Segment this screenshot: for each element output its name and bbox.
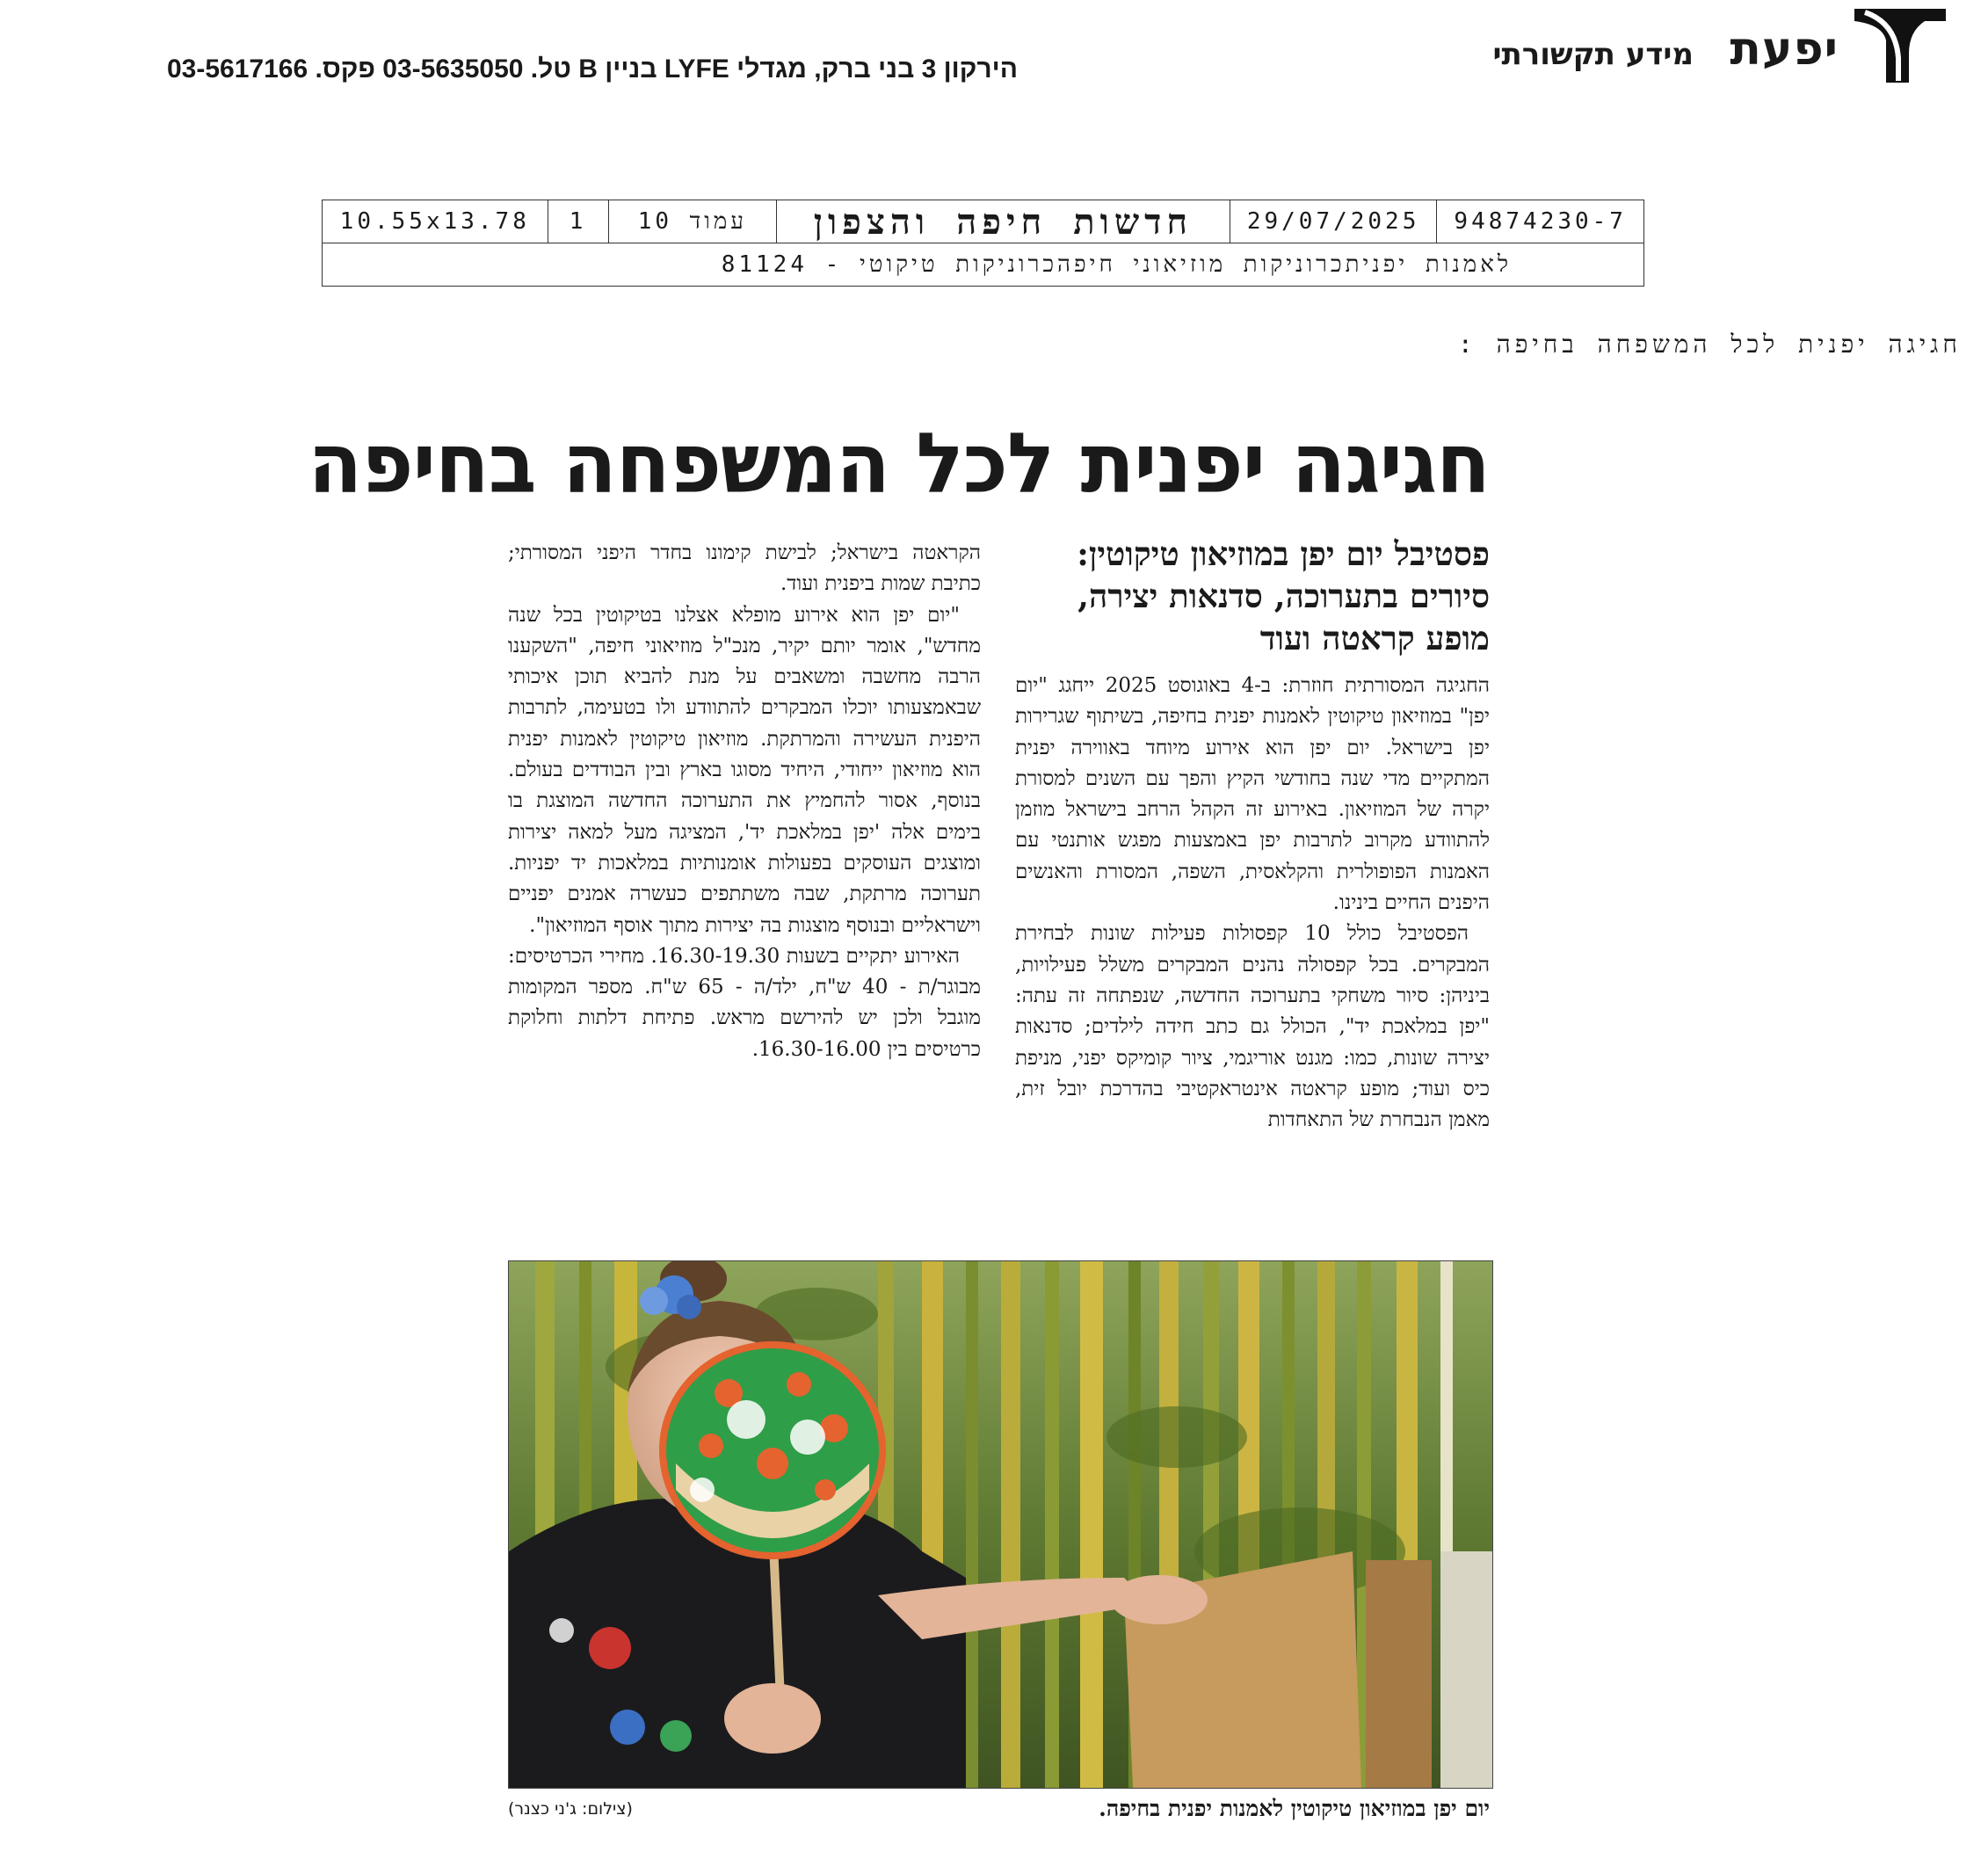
keywords-row: לאמנות יפניתכרוניקות מוזיאוני חיפהכרוניקות טיקוטי - 81124	[323, 243, 1644, 287]
photo-girl-with-fan-in-bamboo	[509, 1261, 1492, 1788]
article-label: חגיגה יפנית לכל המשפחה בחיפה :	[1457, 330, 1962, 359]
yifat-logo-icon	[1847, 5, 1953, 84]
photo-caption: יום יפן במוזיאון טיקוטין לאמנות יפנית בחיפה.	[1099, 1796, 1490, 1821]
clipping-size: 10.55x13.78	[323, 200, 548, 243]
brand-header	[1390, 5, 1953, 84]
page-number: עמוד 10	[608, 200, 776, 243]
article-column-left	[508, 538, 981, 1065]
brand-tagline: מידע תקשורתי	[1492, 37, 1694, 72]
article-column-right	[1015, 671, 1490, 1136]
publication-date: 29/07/2025	[1230, 200, 1437, 243]
paragraph: החגיגה המסורתית חוזרת: ב-4 באוגוסט 2025 ייחגג "יום יפן" במוזיאון טיקוטין לאמנות יפנית בחיפה, בשיתוף שגרירות יפן בישראל. יום יפן הוא אירוע מיוחד באווירה יפנית המתקיים מדי שנה בחודשי הקיץ והפך עם השנים למסורת יקרה של המוזיאון. באירוע זה הקהל הרחב בישראל מוזמן להתוודע מקרוב לתרבות יפן באמצעות מפגש אותנטי עם האמנות הפופולרית והקלאסית, השפה, המסורת והאנשים היפנים החיים בינינו.	[1015, 674, 1490, 915]
article-id: 94874230-7	[1437, 200, 1644, 243]
contact-line: הירקון 3 בני ברק, מגדלי LYFE בניין B טל. 03-5635050 פקס. 03-5617166	[167, 54, 1018, 84]
paragraph: הפסטיבל כולל 10 קפסולות פעילות שונות לבחירת המבקרים. בכל קפסולה נהנים המבקרים משלל פעילויות, ביניהן: סיור משחקי בתערוכה החדשה, שנפתחה זה עתה: "יפן במלאכת יד", הכולל גם כתב חידה לילדים; סדנאות יצירה שונות, כמו: מגנט אוריגמי, ציור קומיקס יפני, מניפת כיס ועוד; מופע קראטה אינטראקטיבי בהדרכת יובל זית, מאמן הנבחרת של התאחדות	[1015, 922, 1490, 1132]
paragraph: "יום יפן הוא אירוע מופלא אצלנו בטיקוטין בכל שנה מחדש", אומר יותם יקיר, מנכ"ל מוזיאוני חיפה, "השקענו הרבה מחשבה ומשאבים על מנת להביא תוכן איכותי שבאמצעותו יוכלו המבקרים להתוודע ולו בטעימה, לתרבות היפנית העשירה והמרתקת. מוזיאון טיקוטין לאמנות יפנית הוא מוזיאון ייחודי, היחיד מסוגו בארץ ובין הבודדים בעולם. בנוסף, אסור להחמיץ את התערוכה החדשה המוצגת בו בימים אלה 'יפן במלאכת יד', המציגה מעל למאה יצירות ומוצגים העוסקים בפעולות אומנותיות במלאכות יד יפניות. תערוכה מרתקת, שבה משתתפים כעשרה אמנים יפניים וישראליים ובנוסף מוצגות בה יצירות מתוך אוסף המוזיאון".	[508, 603, 981, 937]
subheadline: פסטיבל יום יפן במוזיאון טיקוטין: סיורים בתערוכה, סדנאות יצירה, מופע קראטה ועוד	[1077, 534, 1490, 657]
headline: חגיגה יפנית לכל המשפחה בחיפה	[308, 415, 1490, 512]
photo-credit: (צילום: ג'ני כצנר)	[508, 1799, 633, 1819]
clipping-info-table	[322, 200, 1644, 287]
paragraph: האירוע יתקיים בשעות 16.30-19.30. מחירי הכרטיסים: מבוגר/ת - 40 ש"ח, ילד/ה - 65 ש"ח. מספר המקומות מוגבל ולכן יש להירשם מראש. פתיחת דלתות וחלוקת כרטיסים בין 16.30-16.00.	[508, 944, 981, 1061]
item-count: 1	[548, 200, 608, 243]
publication-name: חדשות חיפה והצפון	[777, 200, 1230, 243]
paragraph: הקראטה בישראל; לבישת קימונו בחדר היפני המסורתי; כתיבת שמות ביפנית ועוד.	[508, 541, 981, 596]
article-photo	[508, 1260, 1493, 1789]
brand-name: יפעת	[1730, 23, 1839, 76]
